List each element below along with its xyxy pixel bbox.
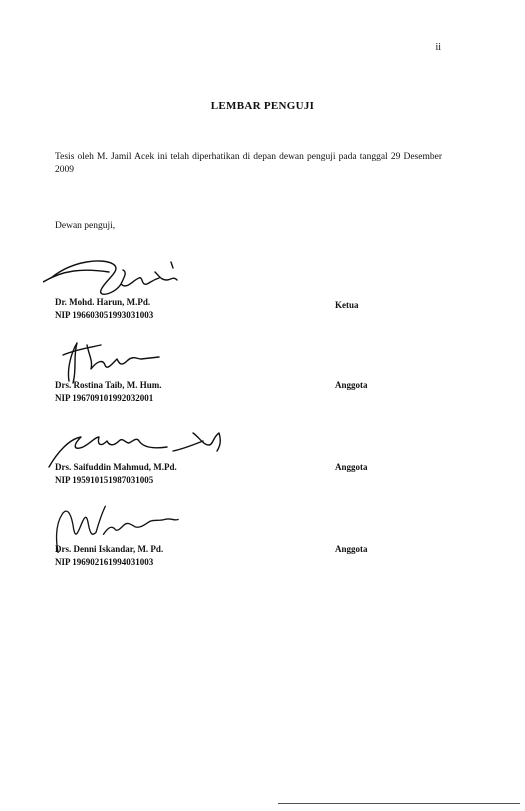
examiner-role: Anggota (335, 380, 368, 390)
examiner-panel-label: Dewan penguji, (55, 221, 116, 231)
examiner-role: Anggota (335, 544, 368, 554)
examiner-nip: NIP 196603051993031003 (55, 310, 154, 320)
examiner-role: Anggota (335, 462, 368, 472)
document-title: LEMBAR PENGUJI (210, 100, 315, 112)
examiner-name: Drs. Denni Iskandar, M. Pd. (55, 544, 164, 554)
examiner-nip: NIP 196709101992032001 (55, 393, 154, 403)
examiner-nip: NIP 196902161994031003 (55, 557, 154, 567)
examiner-name: Dr. Mohd. Harun, M.Pd. (55, 297, 151, 307)
examiner-block (55, 250, 455, 330)
examiner-name: Drs. Saifuddin Mahmud, M.Pd. (55, 462, 177, 472)
examiner-name: Drs. Rostina Taib, M. Hum. (55, 380, 162, 390)
examiner-nip: NIP 195910151987031005 (55, 475, 154, 485)
examiner-block (55, 333, 455, 413)
examiner-block (55, 415, 455, 495)
footer-rule (278, 803, 520, 804)
examiner-role: Ketua (335, 300, 359, 310)
page-number: ii (435, 42, 441, 53)
examiner-block (55, 497, 455, 577)
intro-paragraph: Tesis oleh M. Jamil Acek ini telah diperhatikan di depan dewan penguji pada tanggal 29 Desember 2009 (55, 152, 442, 175)
